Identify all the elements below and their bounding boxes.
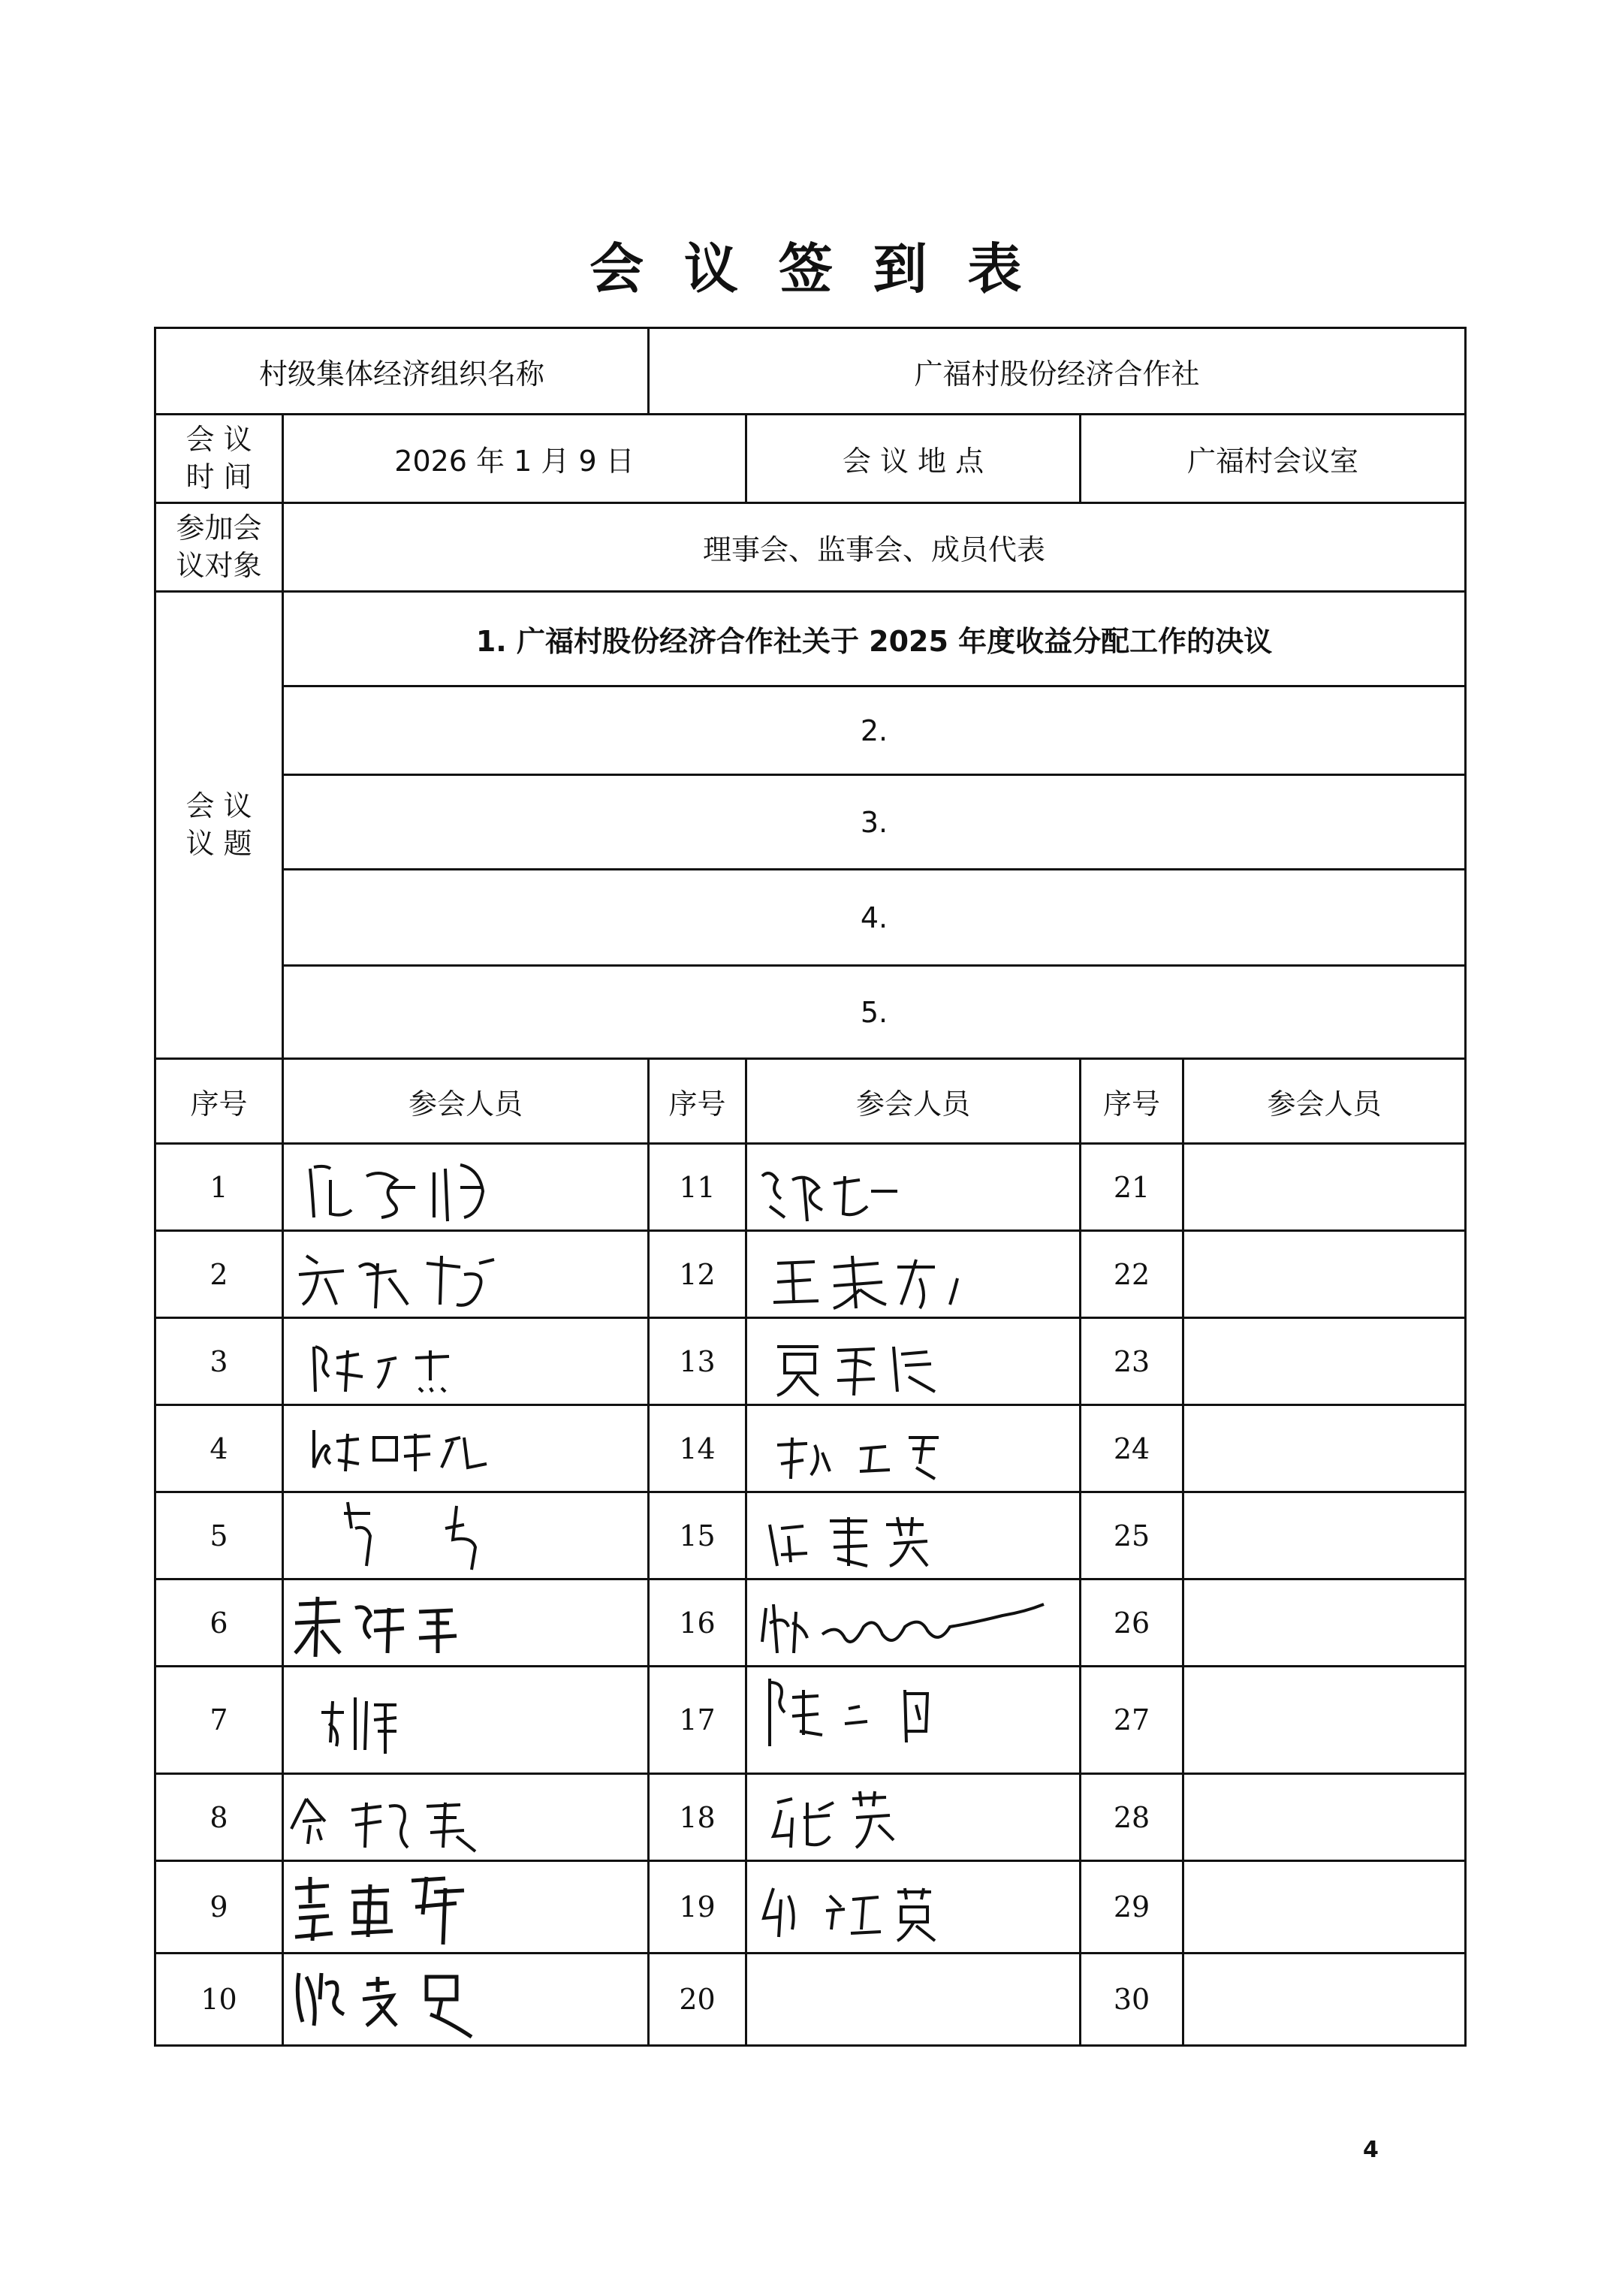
signature xyxy=(283,1492,649,1579)
participants-row xyxy=(155,503,1466,592)
handwritten-signature xyxy=(284,1954,524,2044)
time-label xyxy=(155,415,283,503)
attendance-row xyxy=(155,1861,1466,1954)
attendance-row xyxy=(155,1405,1466,1492)
serial-number: 5 xyxy=(155,1492,283,1579)
topic-row xyxy=(155,592,1466,686)
serial-number: 9 xyxy=(155,1861,283,1954)
topic-row xyxy=(155,686,1466,775)
participants-label-line2: 议对象 xyxy=(176,548,262,582)
header-serial: 序号 xyxy=(649,1059,746,1144)
signature xyxy=(283,1318,649,1405)
header-attendee: 参会人员 xyxy=(283,1059,649,1144)
signature xyxy=(746,1774,1081,1861)
signature xyxy=(746,1144,1081,1231)
serial-number: 22 xyxy=(1081,1231,1183,1318)
serial-number: 10 xyxy=(155,1954,283,2046)
serial-number: 18 xyxy=(649,1774,746,1861)
signature xyxy=(746,1579,1081,1667)
handwritten-signature xyxy=(747,1866,972,1948)
topic-row xyxy=(155,870,1466,966)
topic-item: 3. xyxy=(283,775,1466,870)
serial-number: 4 xyxy=(155,1405,283,1492)
signature xyxy=(746,1492,1081,1579)
topic-row xyxy=(155,775,1466,870)
handwritten-signature xyxy=(747,1495,972,1577)
meeting-date: 2026 年 1 月 9 日 xyxy=(283,415,746,503)
serial-number: 24 xyxy=(1081,1405,1183,1492)
serial-number: 23 xyxy=(1081,1318,1183,1405)
handwritten-signature xyxy=(747,1776,942,1859)
handwritten-signature xyxy=(284,1776,524,1859)
signature-empty xyxy=(1183,1667,1466,1774)
header-attendee: 参会人员 xyxy=(1183,1059,1466,1144)
attendance-header-row xyxy=(155,1059,1466,1144)
attendance-row xyxy=(155,1318,1466,1405)
topic-item: 4. xyxy=(283,870,1466,966)
org-label: 村级集体经济组织名称 xyxy=(155,328,649,415)
serial-number: 1 xyxy=(155,1144,283,1231)
header-attendee: 参会人员 xyxy=(746,1059,1081,1144)
signature xyxy=(283,1405,649,1492)
topic-item: 1. 广福村股份经济合作社关于 2025 年度收益分配工作的决议 xyxy=(283,592,1466,686)
serial-number: 29 xyxy=(1081,1861,1183,1954)
signature-empty xyxy=(1183,1318,1466,1405)
serial-number: 21 xyxy=(1081,1144,1183,1231)
handwritten-signature xyxy=(284,1146,509,1229)
handwritten-signature xyxy=(747,1582,1063,1664)
signature xyxy=(746,1405,1081,1492)
signature xyxy=(283,1667,649,1774)
handwritten-signature xyxy=(747,1407,972,1490)
signature xyxy=(283,1861,649,1954)
handwritten-signature xyxy=(284,1679,479,1761)
signature xyxy=(283,1774,649,1861)
org-row xyxy=(155,328,1466,415)
topic-item: 5. xyxy=(283,966,1466,1059)
meeting-place: 广福村会议室 xyxy=(1081,415,1466,503)
serial-number: 3 xyxy=(155,1318,283,1405)
handwritten-signature xyxy=(747,1233,1002,1316)
serial-number: 13 xyxy=(649,1318,746,1405)
signature xyxy=(746,1318,1081,1405)
time-label-line1: 会 议 xyxy=(185,423,252,457)
attendance-row xyxy=(155,1492,1466,1579)
serial-number: 8 xyxy=(155,1774,283,1861)
participants-value: 理事会、监事会、成员代表 xyxy=(283,503,1466,592)
serial-number: 17 xyxy=(649,1667,746,1774)
handwritten-signature xyxy=(747,1146,972,1229)
attendance-row xyxy=(155,1579,1466,1667)
signature xyxy=(746,1231,1081,1318)
signature-empty xyxy=(1183,1861,1466,1954)
topic-item: 2. xyxy=(283,686,1466,775)
place-label: 会 议 地 点 xyxy=(746,415,1081,503)
serial-number: 14 xyxy=(649,1405,746,1492)
header-serial: 序号 xyxy=(1081,1059,1183,1144)
serial-number: 20 xyxy=(649,1954,746,2046)
signature-empty xyxy=(1183,1405,1466,1492)
serial-number: 15 xyxy=(649,1492,746,1579)
handwritten-signature xyxy=(284,1233,524,1316)
signature-empty xyxy=(1183,1144,1466,1231)
signature xyxy=(283,1231,649,1318)
serial-number: 28 xyxy=(1081,1774,1183,1861)
handwritten-signature xyxy=(284,1495,524,1577)
topics-label-line2: 议 题 xyxy=(185,826,252,860)
page-number: 4 xyxy=(1363,2137,1379,2163)
signature xyxy=(283,1579,649,1667)
serial-number: 27 xyxy=(1081,1667,1183,1774)
signature-empty xyxy=(1183,1954,1466,2046)
serial-number: 2 xyxy=(155,1231,283,1318)
attendance-row xyxy=(155,1954,1466,2046)
handwritten-signature xyxy=(284,1407,494,1490)
handwritten-signature xyxy=(747,1320,972,1403)
serial-number: 25 xyxy=(1081,1492,1183,1579)
signature-empty xyxy=(746,1954,1081,2046)
participants-label-line1: 参加会 xyxy=(176,511,262,545)
handwritten-signature xyxy=(284,1320,479,1403)
handwritten-signature xyxy=(284,1582,509,1664)
handwritten-signature xyxy=(284,1862,524,1952)
topic-row xyxy=(155,966,1466,1059)
serial-number: 12 xyxy=(649,1231,746,1318)
sign-in-form xyxy=(154,327,1467,2047)
meeting-row xyxy=(155,415,1466,503)
attendance-row xyxy=(155,1667,1466,1774)
topics-label xyxy=(155,592,283,1059)
serial-number: 11 xyxy=(649,1144,746,1231)
signature xyxy=(746,1861,1081,1954)
page-title: 会 议 签 到 表 xyxy=(589,237,1033,300)
serial-number: 16 xyxy=(649,1579,746,1667)
signature-empty xyxy=(1183,1492,1466,1579)
topics-label-line1: 会 议 xyxy=(185,789,252,823)
signature xyxy=(283,1954,649,2046)
org-value: 广福村股份经济合作社 xyxy=(649,328,1466,415)
signature-empty xyxy=(1183,1579,1466,1667)
serial-number: 7 xyxy=(155,1667,283,1774)
serial-number: 6 xyxy=(155,1579,283,1667)
attendance-row xyxy=(155,1774,1466,1861)
signature-empty xyxy=(1183,1231,1466,1318)
attendance-row xyxy=(155,1144,1466,1231)
attendance-row xyxy=(155,1231,1466,1318)
signature xyxy=(746,1667,1081,1774)
serial-number: 26 xyxy=(1081,1579,1183,1667)
time-label-line2: 时 间 xyxy=(185,460,252,493)
handwritten-signature xyxy=(747,1667,972,1773)
header-serial: 序号 xyxy=(155,1059,283,1144)
participants-label xyxy=(155,503,283,592)
serial-number: 19 xyxy=(649,1861,746,1954)
serial-number: 30 xyxy=(1081,1954,1183,2046)
signature-empty xyxy=(1183,1774,1466,1861)
signature xyxy=(283,1144,649,1231)
